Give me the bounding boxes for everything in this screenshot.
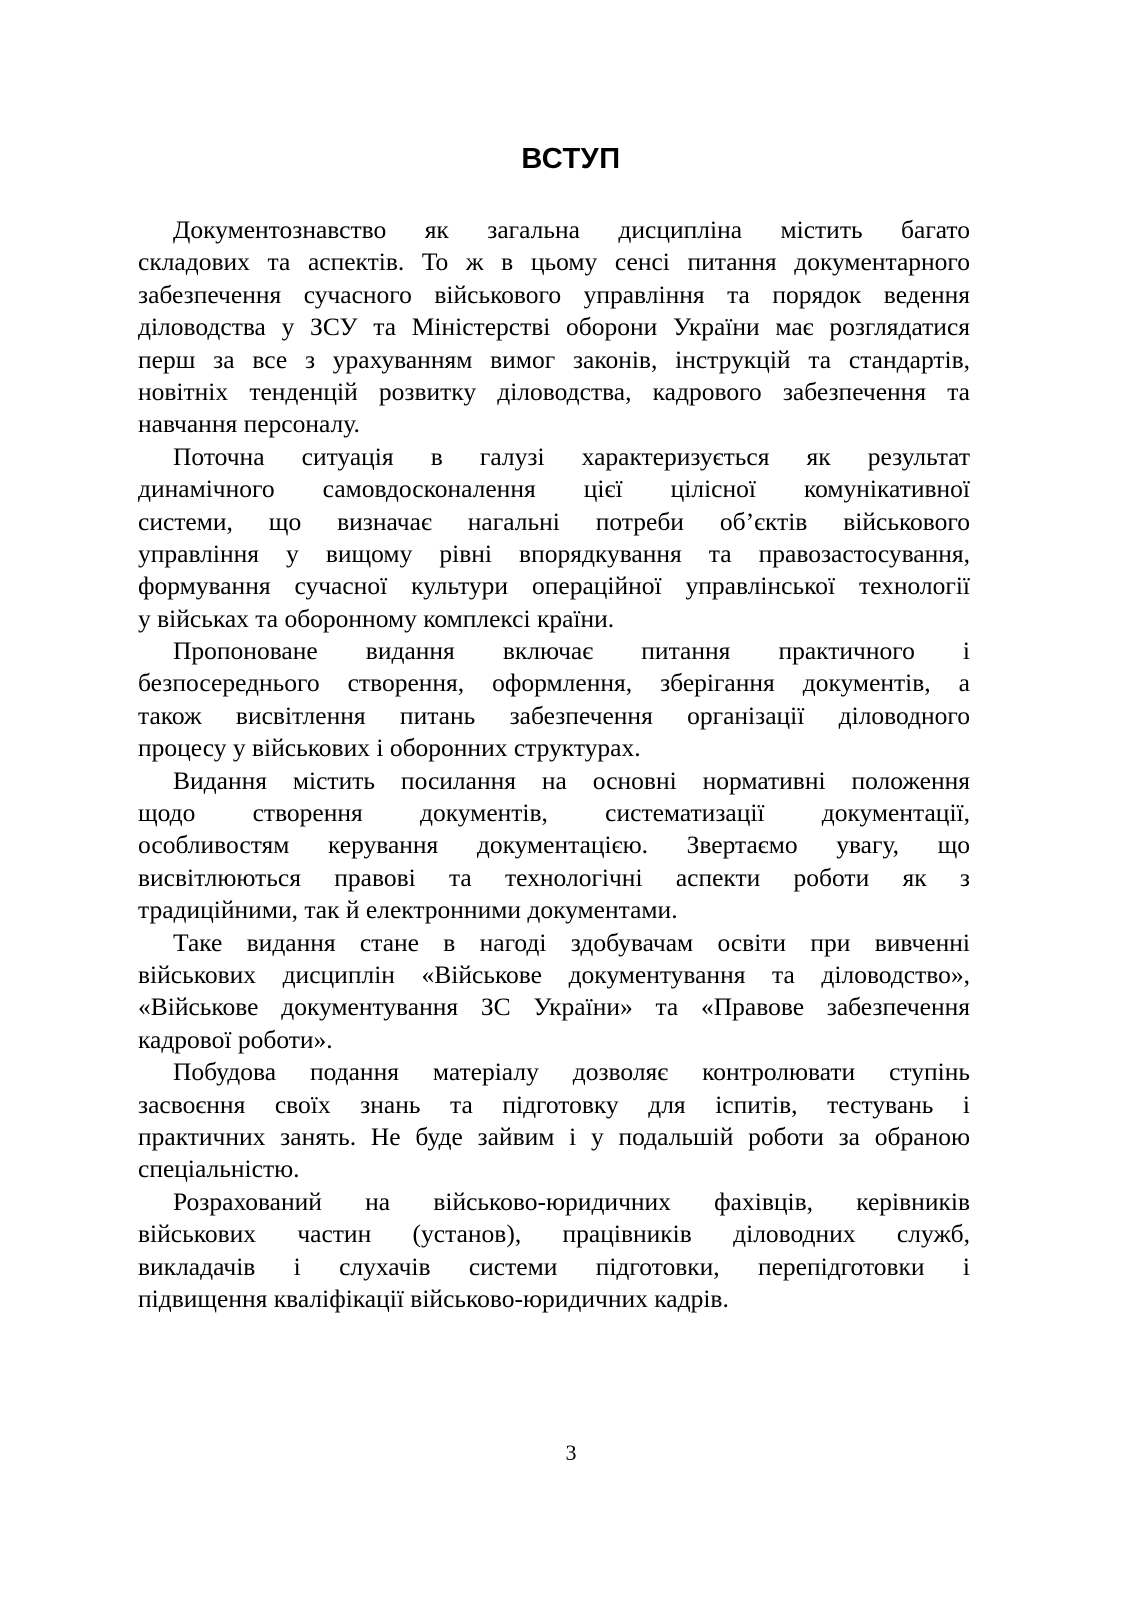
paragraph bbox=[138, 441, 970, 635]
paragraph-line: Таке видання стане в нагоді здобувачам освіти при вивченні bbox=[173, 927, 970, 957]
paragraph-line: традиційними, так й електронними документами. bbox=[138, 895, 678, 925]
paragraph-line: навчання персоналу. bbox=[138, 409, 360, 439]
paragraph-line: викладачів і слухачів системи підготовки, перепідготовки і bbox=[138, 1251, 970, 1281]
paragraph-line: щодо створення документів, систематизації документації, bbox=[138, 798, 970, 828]
paragraph-line: Видання містить посилання на основні нормативні положення bbox=[173, 765, 970, 795]
paragraph-line: безпосереднього створення, оформлення, зберігання документів, а bbox=[138, 668, 970, 698]
paragraph bbox=[138, 765, 970, 927]
document-body bbox=[138, 214, 970, 1315]
paragraph-line: складових та аспектів. То ж в цьому сенсі питання документарного bbox=[138, 247, 970, 277]
paragraph-line: управління у вищому рівні впорядкування та правозастосування, bbox=[138, 538, 970, 568]
paragraph-line: процесу у військових і оборонних структурах. bbox=[138, 733, 641, 763]
paragraph-line: Пропоноване видання включає питання практичного і bbox=[173, 636, 970, 666]
paragraph bbox=[138, 927, 970, 1057]
paragraph-line: Поточна ситуація в галузі характеризується як результат bbox=[173, 441, 970, 471]
paragraph-line: динамічного самовдосконалення цієї цілісної комунікативної bbox=[138, 474, 970, 504]
paragraph-line: висвітлюються правові та технологічні аспекти роботи як з bbox=[138, 862, 970, 892]
paragraph-line: новітніх тенденцій розвитку діловодства, кадрового забезпечення та bbox=[138, 376, 970, 406]
paragraph-line: кадрової роботи». bbox=[138, 1024, 333, 1054]
paragraph-line: Розрахований на військово-юридичних фахівців, керівників bbox=[173, 1186, 970, 1216]
paragraph-line: «Військове документування ЗС України» та «Правове забезпечення bbox=[138, 992, 970, 1022]
paragraph bbox=[138, 1056, 970, 1186]
paragraph-line: військових частин (установ), працівників діловодних служб, bbox=[138, 1219, 970, 1249]
paragraph-line: особливостям керування документацією. Звертаємо увагу, що bbox=[138, 830, 970, 860]
page-number: 3 bbox=[565, 1440, 577, 1465]
paragraph-line: Побудова подання матеріалу дозволяє контролювати ступінь bbox=[173, 1057, 970, 1087]
paragraph-line: забезпечення сучасного військового управління та порядок ведення bbox=[138, 279, 970, 309]
paragraph-line: Документознавство як загальна дисципліна містить багато bbox=[173, 215, 970, 244]
paragraph-line: діловодства у ЗСУ та Міністерстві оборони України має розглядатися bbox=[138, 312, 970, 342]
paragraph-line: системи, що визначає нагальні потреби об’єктів військового bbox=[138, 506, 970, 536]
paragraph bbox=[138, 214, 970, 441]
paragraph bbox=[138, 635, 970, 765]
paragraph bbox=[138, 1186, 970, 1316]
page-title: ВСТУП bbox=[521, 143, 621, 175]
paragraph-line: практичних занять. Не буде зайвим і у подальшій роботи за обраною bbox=[138, 1121, 970, 1151]
paragraph-line: засвоєння своїх знань та підготовку для іспитів, тестувань і bbox=[138, 1089, 970, 1119]
paragraph-line: військових дисциплін «Військове документування та діловодство», bbox=[138, 959, 970, 989]
paragraph-line: також висвітлення питань забезпечення організації діловодного bbox=[138, 700, 970, 730]
paragraph-line: підвищення кваліфікації військово-юридичних кадрів. bbox=[138, 1283, 729, 1313]
paragraph-line: формування сучасної культури операційної управлінської технології bbox=[138, 571, 970, 601]
paragraph-line: спеціальністю. bbox=[138, 1154, 300, 1184]
paragraph-line: у військах та оборонному комплексі країни. bbox=[138, 603, 615, 633]
paragraph-line: перш за все з урахуванням вимог законів, інструкцій та стандартів, bbox=[138, 344, 970, 374]
